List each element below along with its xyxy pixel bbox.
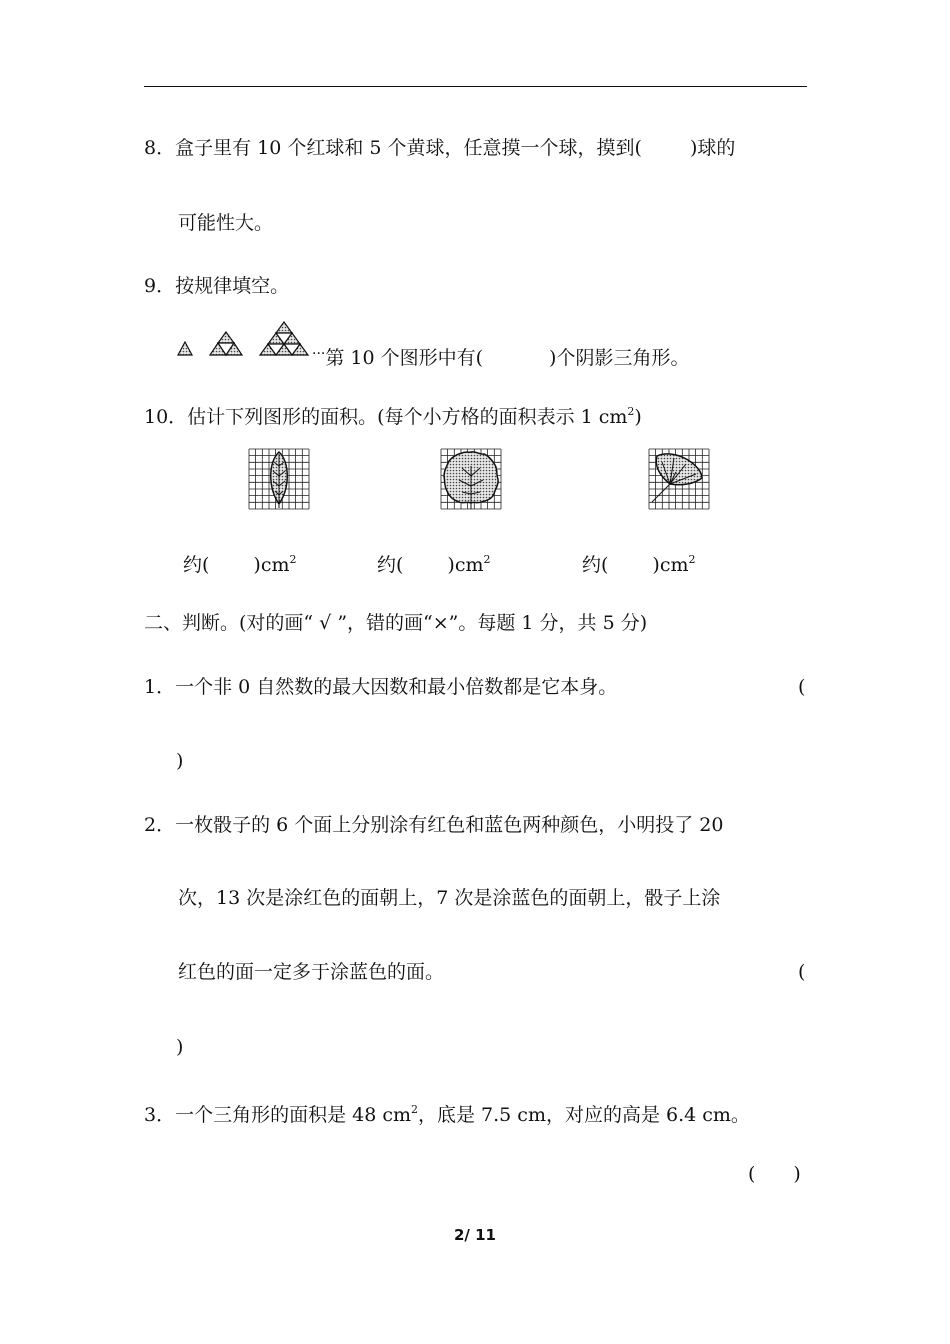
q9-text: 第 10 个图形中有( bbox=[325, 347, 484, 369]
q10-answer-3-pre: 约( bbox=[582, 554, 609, 576]
triangle-figure-1 bbox=[178, 342, 192, 355]
page-number: 2/ 11 bbox=[453, 1226, 496, 1244]
j2-line2: 次，13 次是涂红色的面朝上，7 次是涂蓝色的面朝上，骰子上涂 bbox=[178, 887, 721, 909]
triangle-figure-3 bbox=[260, 322, 308, 355]
j3-text bbox=[144, 1098, 750, 1127]
j1-text: 1．一个非 0 自然数的最大因数和最小倍数都是它本身。 bbox=[144, 676, 618, 698]
q9-text-post: )个阴影三角形。 bbox=[549, 347, 690, 369]
q10-answer-3-post: )cm bbox=[652, 554, 689, 576]
q10-title-sup: 2 bbox=[627, 405, 635, 418]
j1-open-bracket[interactable]: ( bbox=[798, 676, 806, 698]
q10-answer-1-post: )cm bbox=[253, 554, 290, 576]
q10-answer-1-sup: 2 bbox=[289, 553, 297, 566]
j3-text-pre: 3．一个三角形的面积是 48 cm bbox=[144, 1104, 412, 1126]
j3-text-post: ，底是 7.5 cm，对应的高是 6.4 cm。 bbox=[418, 1104, 750, 1126]
q10-answer-2 bbox=[377, 548, 491, 577]
grid-leaf-figure bbox=[248, 448, 310, 510]
q8-line2: 可能性大。 bbox=[178, 212, 274, 234]
q9-title: 9．按规律填空。 bbox=[144, 275, 290, 297]
grid-round-leaf-figure bbox=[440, 448, 502, 510]
section-2-title: 二、判断。(对的画“ √ ”，错的画“×”。每题 1 分，共 5 分) bbox=[144, 612, 648, 634]
q10-answer-2-pre: 约( bbox=[377, 554, 404, 576]
j3-answer-bracket[interactable]: ( ) bbox=[748, 1163, 801, 1185]
j2-open-bracket[interactable]: ( bbox=[798, 961, 806, 983]
q8-text: 8．盒子里有 10 个红球和 5 个黄球，任意摸一个球，摸到( bbox=[144, 137, 642, 159]
q8-line1 bbox=[144, 136, 735, 160]
j1-close-bracket[interactable]: ) bbox=[176, 750, 184, 772]
header-rule bbox=[144, 86, 807, 87]
grid-ginkgo-figure bbox=[648, 448, 710, 510]
q10-title-post: ) bbox=[634, 406, 642, 428]
q10-answer-3-sup: 2 bbox=[688, 553, 696, 566]
q10-title-text: 10．估计下列图形的面积。(每个小方格的面积表示 1 cm bbox=[144, 406, 628, 428]
j2-line3: 红色的面一定多于涂蓝色的面。 bbox=[178, 961, 445, 983]
j3-text-sup: 2 bbox=[411, 1103, 419, 1116]
q10-answer-2-sup: 2 bbox=[483, 553, 491, 566]
q10-title bbox=[144, 400, 642, 429]
q9-line bbox=[312, 342, 689, 370]
j2-line1: 2．一枚骰子的 6 个面上分别涂有红色和蓝色两种颜色，小明投了 20 bbox=[144, 814, 724, 836]
q9-ellipsis: ··· bbox=[312, 346, 326, 362]
q10-answer-1-pre: 约( bbox=[183, 554, 210, 576]
triangle-pattern-figures bbox=[176, 320, 316, 366]
q10-answer-3 bbox=[582, 548, 696, 577]
q8-text-post: )球的 bbox=[689, 137, 736, 159]
triangle-figure-2 bbox=[210, 332, 242, 355]
q10-answer-1 bbox=[183, 548, 297, 577]
j2-close-bracket[interactable]: ) bbox=[176, 1036, 184, 1058]
q10-answer-2-post: )cm bbox=[447, 554, 484, 576]
